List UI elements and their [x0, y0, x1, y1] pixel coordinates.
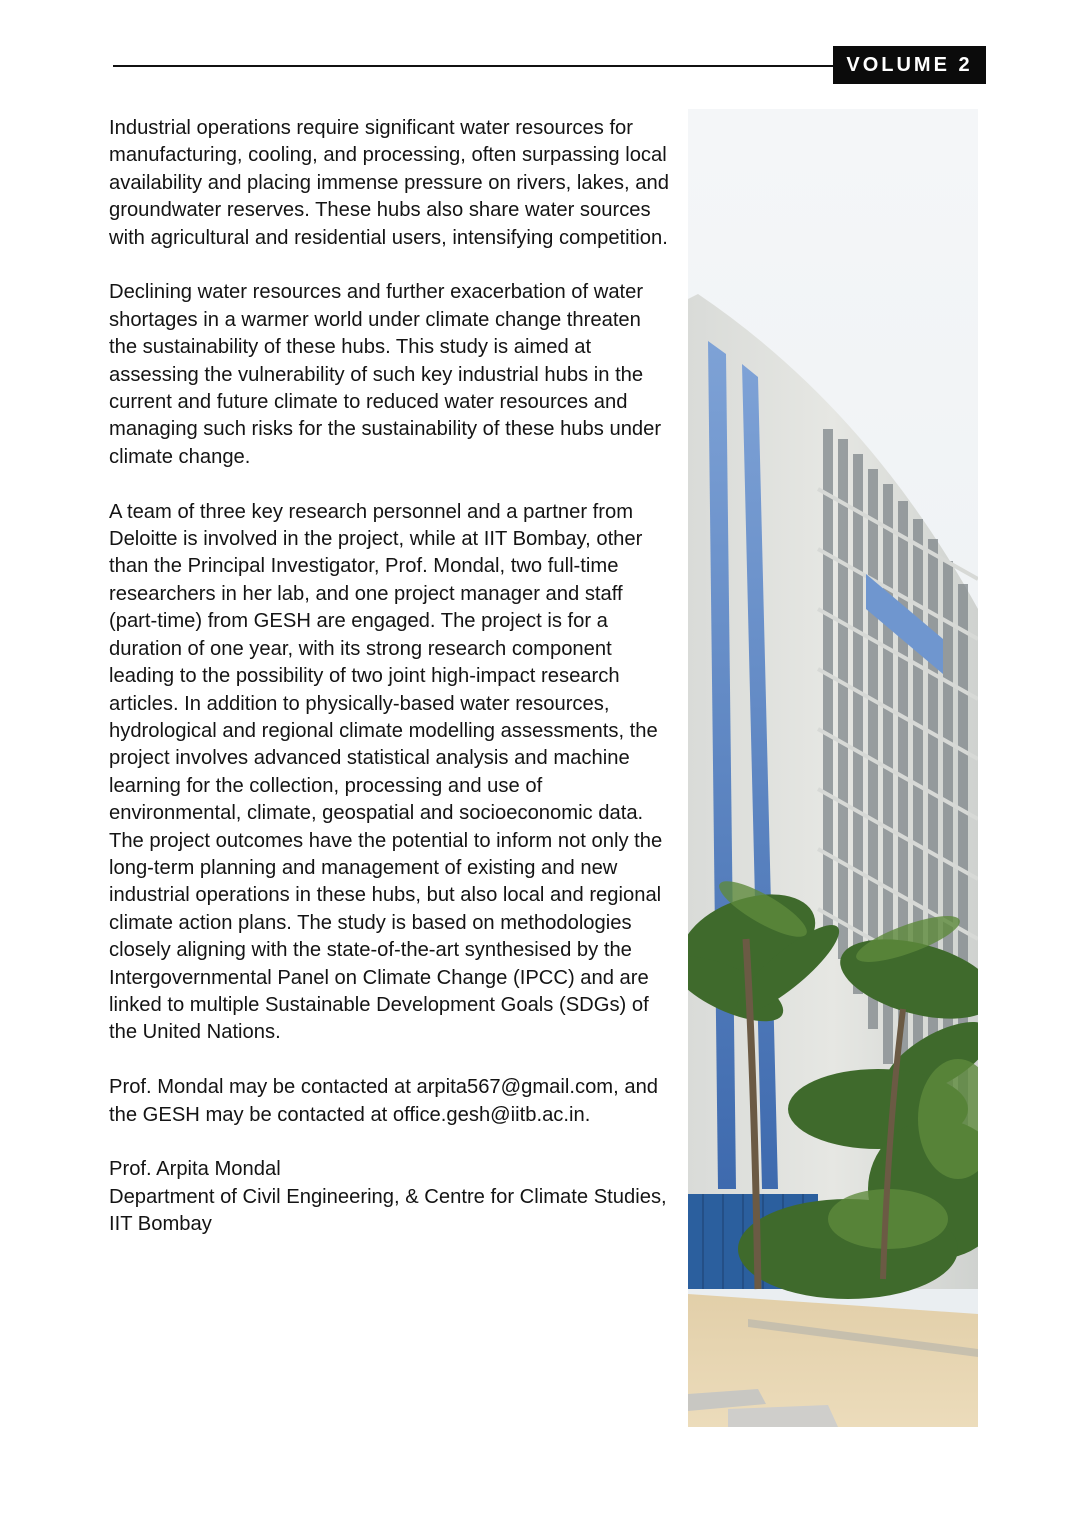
- paragraph-contact: Prof. Mondal may be contacted at arpita567@gmail.com, and the GESH may be contacted at office.gesh@iitb.ac.in.: [109, 1076, 659, 1126]
- signature-name: Prof. Arpita Mondal: [109, 1158, 281, 1181]
- header-rule: [113, 65, 835, 67]
- paragraph-water-demand: Industrial operations require significant water resources for manufacturing, cooling, and processing, often surpassing local availability and placing immense pressure on rivers, lakes, and groundwater reserves. These hubs also share water sources with agricultural and residential users, intensifying competition.: [109, 117, 669, 249]
- volume-badge: VOLUME 2: [833, 46, 986, 84]
- signature-department: Department of Civil Engineering, & Centre for Climate Studies,: [109, 1185, 667, 1208]
- paragraph-study-aim: Declining water resources and further exacerbation of water shortages in a warmer world under climate change threaten the sustainability of these hubs. This study is aimed at assessing the vulnerability of such key industrial hubs in the current and future climate to reduced water resources and managing such risks for the sustainability of these hubs under climate change.: [109, 281, 662, 468]
- signature-block: [109, 1156, 669, 1238]
- signature-institute: IIT Bombay: [109, 1213, 212, 1236]
- paragraph-project-team: A team of three key research personnel and a partner from Deloitte is involved in the project, while at IIT Bombay, other than the Principal Investigator, Prof. Mondal, two full-time researchers in her lab, and one project manager and staff (part-time) from GESH are engaged. The project is for a duration of one year, with its strong research component leading to the possibility of two joint high-impact research articles. In addition to physically-based water resources, hydrological and regional climate modelling assessments, the project involves advanced statistical analysis and machine learning for the collection, processing and use of environmental, climate, geospatial and socioeconomic data. The project outcomes have the potential to inform not only the long-term planning and management of existing and new industrial operations in these hubs, but also local and regional climate action plans. The study is based on methodologies closely aligning with the state-of-the-art synthesised by the Intergovernmental Panel on Climate Change (IPCC) and are linked to multiple Sustainable Development Goals (SDGs) of the United Nations.: [109, 500, 663, 1044]
- building-photo: [688, 109, 978, 1427]
- article-body: [109, 115, 669, 1239]
